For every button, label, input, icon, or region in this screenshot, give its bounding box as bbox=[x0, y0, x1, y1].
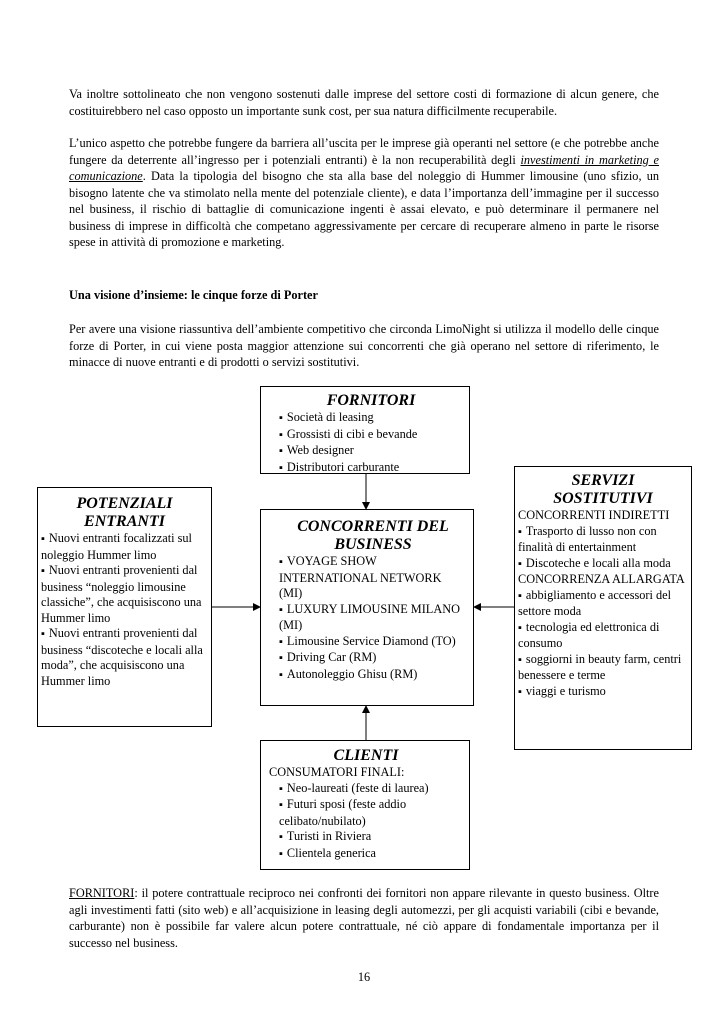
intro-p2-end: . Data la tipologia del bisogno che sta alla base del noleggio di Hummer limousine (uno sfizio, un bisogno latente che va stimolato nella mente del potenziale cliente), e data l’importanza dell’immagine per il successo nel business, il rischio di battaglie di comunicazione ingenti è assai elevato, e può determinare il permanere nel business di imprese in difficoltà che competano aggressivamente per cercare di recuperare almeno in parte le risorse spese in attività di promozione e marketing. bbox=[69, 169, 659, 249]
list-item: ▪ LUXURY LIMOUSINE MILANO (MI) bbox=[279, 602, 467, 634]
intro-paragraph-1: Va inoltre sottolineato che non vengono sostenuti dalle imprese del settore costi di formazione di alcun genere, che costituirebbero nel caso opposto un importante sunk cost, per sua natura difficilmente recuperabile. bbox=[69, 87, 659, 118]
fornitori-box bbox=[260, 386, 470, 474]
sostitutivi-title-1: SERVIZI bbox=[571, 472, 635, 489]
list-item: ▪ Nuovi entranti provenienti dal business “noleggio limousine classiche”, che acquisiscono una Hummer limo bbox=[41, 563, 208, 626]
list-item: ▪ Limousine Service Diamond (TO) bbox=[279, 634, 467, 651]
entranti-title-2: ENTRANTI bbox=[84, 513, 165, 530]
intro-p2-start: L’unico aspetto che potrebbe fungere da barriera all’uscita per le imprese già operanti nel settore (e che potrebbe anche fungere da deterrente all’ingresso per i potenziali entranti) è la non recuperabilità degli bbox=[69, 136, 659, 167]
clienti-box bbox=[260, 740, 470, 870]
allargata-list bbox=[518, 588, 688, 701]
fornitori-note-text: : il potere contrattuale reciproco nei confronti dei fornitori non appare rilevante in questo business. Oltre agli investimenti fatti (sito web) e all’acquisizione in leasing degli automezzi, per gli acquisti variabili (cibi e bevande, carburante) non è possibile far valere alcun potere contrattuale, né ciò appare di fondamentale importanza per il successo nel business. bbox=[69, 886, 659, 950]
list-item: ▪ Nuovi entranti provenienti dal business “discoteche e locali alla moda”, che acquisiscono una Hummer limo bbox=[41, 626, 208, 689]
entranti-title-1: POTENZIALI bbox=[76, 495, 173, 512]
marketing-investment-link: investimenti in marketing e comunicazione bbox=[69, 152, 659, 183]
list-item: ▪ Web designer bbox=[279, 443, 463, 460]
list-item: ▪ tecnologia ed elettronica di consumo bbox=[518, 620, 688, 652]
list-item: ▪ Nuovi entranti focalizzati sul noleggio Hummer limo bbox=[41, 531, 208, 563]
sostitutivi-box bbox=[514, 466, 692, 750]
list-item: ▪ Neo-laureati (feste di laurea) bbox=[279, 781, 463, 798]
indiretti-label: CONCORRENTI INDIRETTI bbox=[518, 508, 670, 522]
fornitori-note bbox=[69, 885, 659, 951]
list-item: ▪ abbigliamento e accessori del settore moda bbox=[518, 588, 688, 620]
clienti-list bbox=[269, 781, 463, 863]
entranti-box bbox=[37, 487, 212, 727]
list-item: ▪ Società di leasing bbox=[279, 410, 463, 427]
allargata-label: CONCORRENZA ALLARGATA bbox=[518, 572, 685, 586]
list-item: ▪ Clientela generica bbox=[279, 846, 463, 863]
list-item: ▪ Driving Car (RM) bbox=[279, 650, 467, 667]
list-item: ▪ Trasporto di lusso non con finalità di entertainment bbox=[518, 524, 688, 556]
sostitutivi-title-2: SOSTITUTIVI bbox=[553, 490, 653, 507]
list-item: ▪ Autonoleggio Ghisu (RM) bbox=[279, 667, 467, 684]
fornitori-note-label: FORNITORI bbox=[69, 886, 135, 900]
section-heading: Una visione d’insieme: le cinque forze di Porter bbox=[69, 288, 318, 302]
list-item: ▪ Turisti in Riviera bbox=[279, 829, 463, 846]
concorrenti-title-2: BUSINESS bbox=[334, 536, 412, 553]
list-item: ▪ VOYAGE SHOW INTERNATIONAL NETWORK (MI) bbox=[279, 554, 467, 602]
list-item: ▪ Discoteche e locali alla moda bbox=[518, 556, 688, 573]
list-item: ▪ viaggi e turismo bbox=[518, 684, 688, 701]
indiretti-list bbox=[518, 524, 688, 573]
list-item: ▪ Grossisti di cibi e bevande bbox=[279, 427, 463, 444]
entranti-list bbox=[41, 531, 208, 689]
concorrenti-box bbox=[260, 509, 474, 706]
concorrenti-title-1: CONCORRENTI DEL bbox=[297, 518, 449, 535]
clienti-title: CLIENTI bbox=[333, 747, 399, 764]
section-paragraph: Per avere una visione riassuntiva dell’ambiente competitivo che circonda LimoNight si utilizza il modello delle cinque forze di Porter, in cui viene posta maggior attenzione sui concorrenti che già operano nel settore di riferimento, le minacce di nuove entranti e di prodotti o servizi sostitutivi. bbox=[69, 322, 659, 369]
fornitori-title: FORNITORI bbox=[326, 392, 416, 409]
fornitori-list bbox=[279, 410, 463, 476]
clienti-label: CONSUMATORI FINALI: bbox=[269, 765, 405, 779]
list-item: ▪ Futuri sposi (feste addio celibato/nubilato) bbox=[279, 797, 463, 829]
concorrenti-list bbox=[279, 554, 467, 683]
list-item: ▪ Distributori carburante bbox=[279, 460, 463, 477]
page-number: 16 bbox=[357, 970, 371, 984]
list-item: ▪ soggiorni in beauty farm, centri benessere e terme bbox=[518, 652, 688, 684]
